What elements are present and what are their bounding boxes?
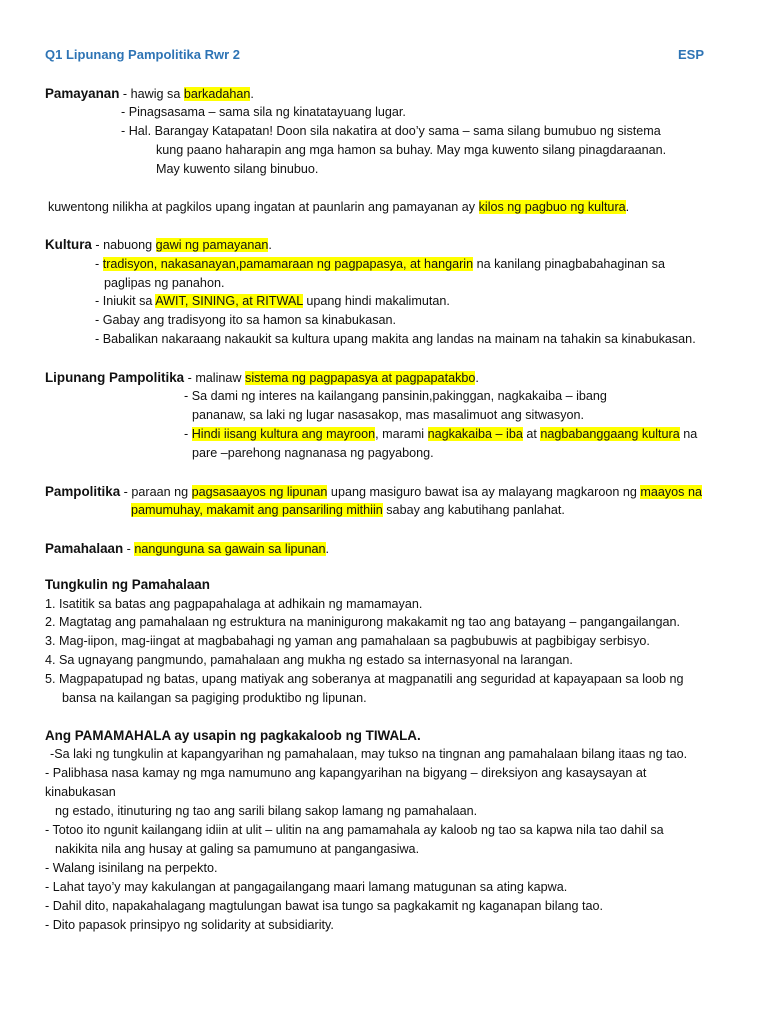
tungkulin-item-cont: bansa na kailangan sa pagiging produktibo ng lipunan. [62,691,367,705]
pamamahala-line: kinabukasan [45,785,116,799]
kultura-definition: Kultura - nabuong gawi ng pamayanan. [45,237,272,252]
highlight: nagbabanggaang kultura [540,427,680,441]
highlight: nagkakaiba – iba [427,427,523,441]
pamayanan-bullet: - Pinagsasama – sama sila ng kinatatayuang lugar. [121,105,406,119]
pamayanan-definition: Pamayanan - hawig sa barkadahan. [45,86,254,101]
pampolitika-cont: pamumuhay, makamit ang pansariling mithiin sabay ang kabutihang panlahat. [131,503,565,517]
pamamahala-line: - Palibhasa nasa kamay ng mga namumuno ang kapangyarihan na bigyang – direksiyon ang kasaysayan at [45,766,647,780]
term-pampolitika: Pampolitika [45,484,121,499]
pamamahala-line: - Dito papasok prinsipyo ng solidarity at subsidiarity. [45,918,334,932]
highlight: sistema ng pagpapasya at pagpapatakbo [245,371,476,385]
pamamahala-line: ng estado, itinuturing ng tao ang sarili bilang sakop lamang ng pamahalaan. [55,804,478,818]
lipunang-bullet-cont: pananaw, sa laki ng lugar nasasakop, mas masalimuot ang sitwasyon. [192,408,585,422]
tungkulin-item: 1. Isatitik sa batas ang pagpapahalaga at adhikain ng mamamayan. [45,597,423,611]
pamamahala-line: - Dahil dito, napakahalagang magtulungan bawat isa tungo sa pagkakamit ng kaganapan bilang tao. [45,899,604,913]
highlight: tradisyon, nakasanayan,pamamaraan ng pagpapasya, at hangarin [102,257,474,271]
pampolitika-definition: Pampolitika - paraan ng pagsasaayos ng lipunan upang masiguro bawat isa ay malayang magkaroon ng maayos na [45,484,702,499]
kultura-bullet: - Gabay ang tradisyong ito sa hamon sa kinabukasan. [95,313,397,327]
highlight: AWIT, SINING, at RITWAL [155,294,303,308]
pamamahala-line: nakikita nila ang husay at galing sa pamumuno at pangangasiwa. [55,842,420,856]
pamamahala-line: - Lahat tayo’y may kakulangan at pangagailangang maari lamang matugunan sa ating kapwa. [45,880,568,894]
tungkulin-item: 4. Sa ugnayang pangmundo, pamahalaan ang mukha ng estado sa internasyonal na larangan. [45,653,573,667]
highlight: nangunguna sa gawain sa lipunan [134,542,326,556]
pamamahala-line: -Sa laki ng tungkulin at kapangyarihan ng pamahalaan, may tukso na tingnan ang pamahalaan bilang itaas ng tao. [50,747,688,761]
tungkulin-item: 3. Mag-iipon, mag-iingat at magbabahagi ng yaman ang pamahalaan sa pagbubuwis at pagbibigay serbisyo. [45,634,650,648]
term-lipunang-pampolitika: Lipunang Pampolitika [45,370,185,385]
highlight: gawi ng pamayanan [155,238,269,252]
kultura-bullet-cont: paglipas ng panahon. [104,276,225,290]
pamamahala-heading: Ang PAMAMAHALA ay usapin ng pagkakaloob ng TIWALA. [45,728,421,743]
kultura-bullet: - Babalikan nakaraang nakaukit sa kultura upang makita ang landas na mainam na tahakin sa kinabukasan. [95,332,696,346]
tungkulin-item: 2. Magtatag ang pamahalaan ng estruktura na maninigurong makakamit ng tao ang batayang – pangangailangan. [45,615,681,629]
pamayanan-bullet-cont: kung paano haharapin ang mga hamon sa buhay. May mga kuwento silang pinagdaraanan. [156,143,667,157]
highlight: Hindi iisang kultura ang mayroon [191,427,376,441]
lipunang-bullet: - Sa dami ng interes na kailangang pansinin,pakinggan, nagkakaiba – ibang [184,389,607,403]
pamayanan-bullet-cont: May kuwento silang binubuo. [156,162,319,176]
highlight: pagsasaayos ng lipunan [191,485,328,499]
pamamahala-line: - Totoo ito ngunit kailangang idiin at ulit – ulitin na ang pamamahala ay kaloob ng tao sa kapwa nila tao dahil sa [45,823,664,837]
tungkulin-item: 5. Magpapatupad ng batas, upang matiyak ang soberanya at magpanatili ang seguridad at kapayapaan sa loob ng [45,672,684,686]
subject-label: ESP [678,47,705,62]
highlight: barkadahan [183,87,251,101]
tungkulin-heading: Tungkulin ng Pamahalaan [45,577,210,592]
pamahalaan-definition: Pamahalaan - nangunguna sa gawain sa lipunan. [45,541,330,556]
lipunang-definition: Lipunang Pampolitika - malinaw sistema ng pagpapasya at pagpapatakbo. [45,370,479,385]
document-title: Q1 Lipunang Pampolitika Rwr 2 [45,47,241,62]
kultura-bullet: - tradisyon, nakasanayan,pamamaraan ng pagpapasya, at hangarin na kanilang pinagbabahaginan sa [95,257,665,271]
kultura-bullet: - Iniukit sa AWIT, SINING, at RITWAL upang hindi makalimutan. [95,294,450,308]
term-kultura: Kultura [45,237,92,252]
highlight: maayos na [640,485,702,499]
kuwento-statement: kuwentong nilikha at pagkilos upang ingatan at paunlarin ang pamayanan ay kilos ng pagbuo ng kultura. [48,200,630,214]
highlight: pamumuhay, makamit ang pansariling mithiin [131,503,383,517]
term-pamahalaan: Pamahalaan [45,541,124,556]
term-pamayanan: Pamayanan [45,86,120,101]
highlight: kilos ng pagbuo ng kultura [478,200,626,214]
pamayanan-bullet: - Hal. Barangay Katapatan! Doon sila nakatira at doo’y sama – sama silang bumubuo ng sistema [121,124,661,138]
lipunang-bullet-cont: pare –parehong nagnanasa ng pagyabong. [192,446,434,460]
lipunang-bullet: - Hindi iisang kultura ang mayroon, marami nagkakaiba – iba at nagbabanggaang kultura na [184,427,698,441]
pamamahala-line: - Walang isinilang na perpekto. [45,861,218,875]
